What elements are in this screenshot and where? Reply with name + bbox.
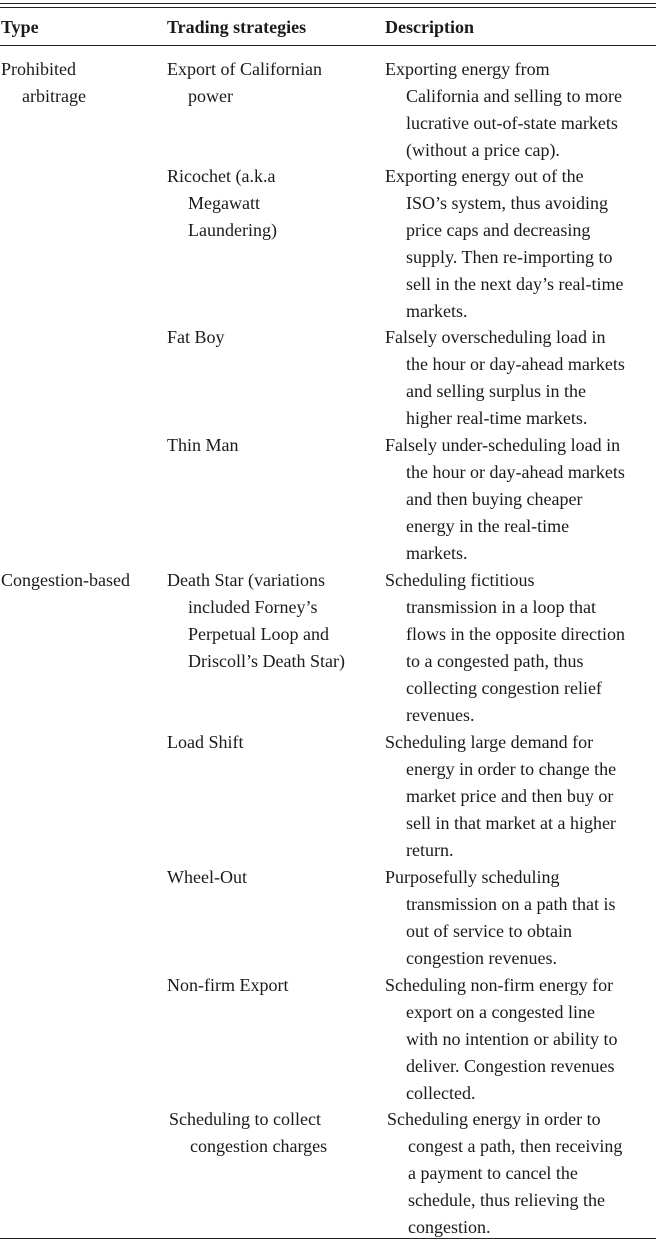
strategy-fat-boy: Fat Boy (167, 327, 225, 347)
top-rule-inner (0, 7, 656, 8)
strategy-ricochet: Ricochet (a.k.a Megawatt Laundering) (167, 166, 277, 240)
type-congestion-based: Congestion-based (1, 570, 130, 590)
header-rule (0, 45, 656, 46)
strategy-thin-man: Thin Man (167, 435, 239, 455)
description-thin-man: Falsely under-scheduling load in the hour or day-ahead markets and then buying cheaper energy in the real-time markets. (385, 435, 625, 563)
bottom-rule (0, 1238, 656, 1239)
description-fat-boy: Falsely overscheduling load in the hour or day-ahead markets and selling surplus in the higher real-time markets. (385, 327, 625, 428)
description-load-shift: Scheduling large demand for energy in order to change the market price and then buy or sell in that market at a higher return. (385, 732, 617, 860)
description-export-of-californian-power: Exporting energy from California and selling to more lucrative out-of-state markets (without a price cap). (385, 59, 622, 160)
description-ricochet: Exporting energy out of the ISO’s system, thus avoiding price caps and decreasing supply. Then re-importing to sell in the next day’s real-time markets. (385, 166, 624, 321)
header-trading-strategies: Trading strategies (167, 17, 307, 37)
description-wheel-out: Purposefully scheduling transmission on a path that is out of service to obtain congestion revenues. (385, 867, 616, 968)
header-type: Type (1, 17, 39, 37)
type-prohibited-arbitrage: Prohibited arbitrage (1, 59, 86, 106)
strategy-non-firm-export: Non-firm Export (167, 975, 289, 995)
strategy-load-shift: Load Shift (167, 732, 244, 752)
description-non-firm-export: Scheduling non-firm energy for export on a congested line with no intention or ability to deliver. Congestion revenues collected. (385, 975, 618, 1103)
strategy-death-star: Death Star (variations included Forney’s Perpetual Loop and Driscoll’s Death Star) (167, 570, 345, 671)
top-rule (0, 3, 656, 4)
strategy-wheel-out: Wheel-Out (167, 867, 247, 887)
strategy-scheduling-to-collect-congestion-charges: Scheduling to collect congestion charges (169, 1109, 328, 1156)
description-scheduling-to-collect-congestion-charges: Scheduling energy in order to congest a path, then receiving a payment to cancel the schedule, thus relieving the congestion. (387, 1109, 623, 1237)
header-description: Description (385, 17, 474, 37)
strategy-export-of-californian-power: Export of Californian power (167, 59, 322, 106)
description-death-star: Scheduling fictitious transmission in a loop that flows in the opposite direction to a congested path, thus collecting congestion relief revenues. (385, 570, 625, 725)
